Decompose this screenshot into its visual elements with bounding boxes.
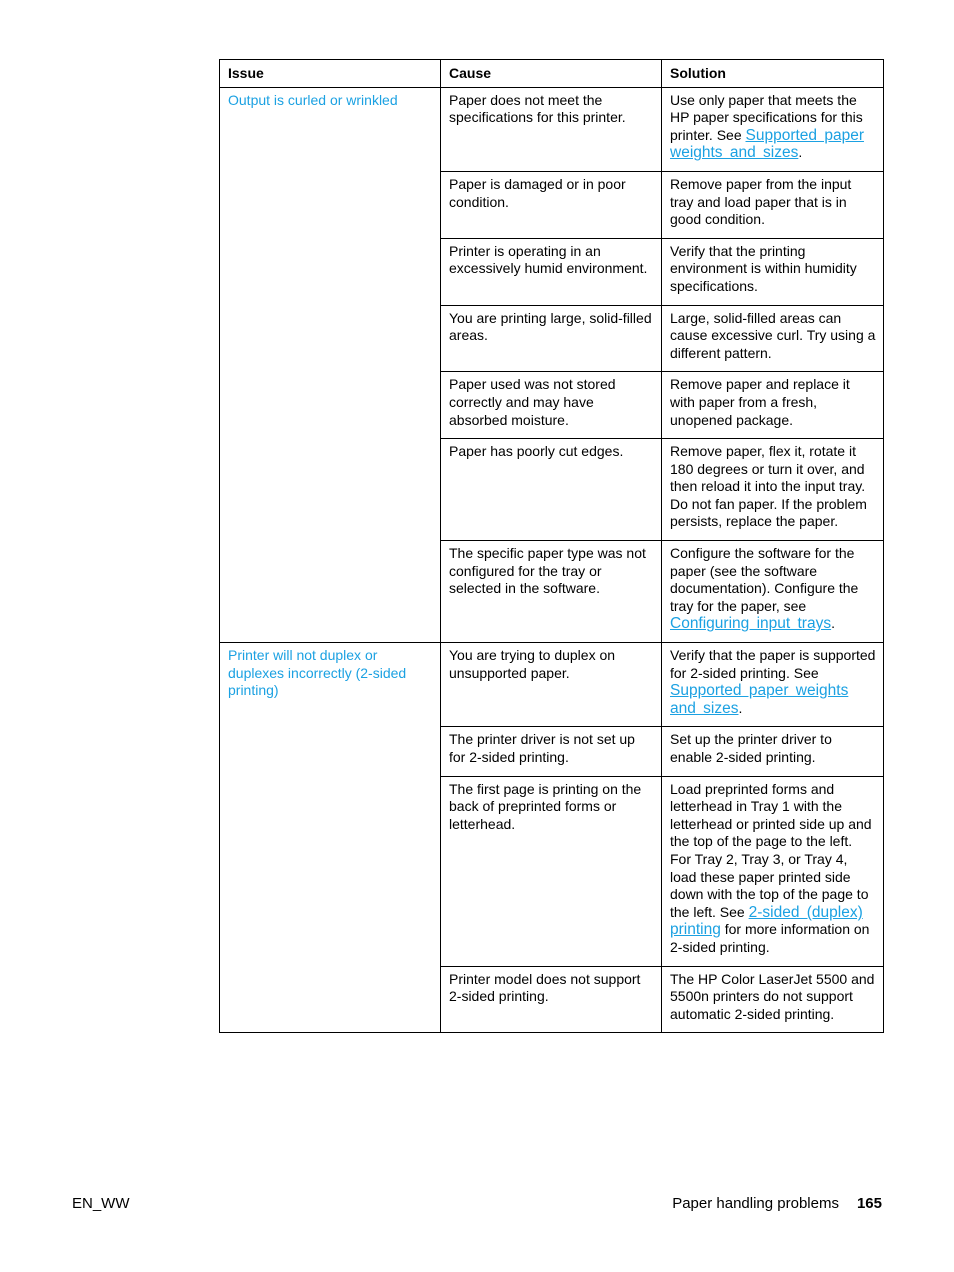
solution-text: Remove paper from the input tray and load paper that is in good condition. [670, 175, 852, 228]
footer-right [672, 1195, 882, 1212]
solution-text: Load preprinted forms and letterhead in Tray 1 with the letterhead or printed side up and the top of the page to the left. For Tray 2, Tray 3, or Tray 4, load these paper printed side down with the top of the page to the left. See [670, 780, 872, 920]
solution-cell [662, 171, 884, 238]
troubleshooting-table [219, 59, 884, 1033]
solution-cell [662, 439, 884, 541]
solution-text: . [738, 699, 743, 716]
cause-cell: Paper is damaged or in poor condition. [441, 171, 662, 238]
cross-reference-link[interactable]: 2-sided (duplex) printing [670, 903, 863, 939]
page-number: 165 [856, 1195, 882, 1212]
cause-cell: Printer model does not support 2-sided printing. [441, 966, 662, 1033]
solution-text: for more information on 2-sided printing. [670, 921, 870, 955]
solution-text: Configure the software for the paper (see the software documentation). Configure the tray for the paper, see [670, 545, 859, 614]
solution-header: Solution [662, 60, 884, 88]
solution-cell [662, 776, 884, 966]
solution-cell [662, 238, 884, 305]
cause-cell: Paper has poorly cut edges. [441, 439, 662, 541]
solution-text: Remove paper and replace it with paper from a fresh, unopened package. [670, 376, 850, 428]
cross-reference-link[interactable]: Configuring input trays [670, 615, 832, 633]
solution-cell [662, 372, 884, 439]
cause-cell: Paper does not meet the specifications for this printer. [441, 87, 662, 171]
solution-text: The HP Color LaserJet 5500 and 5500n printers do not support automatic 2-sided printing. [670, 970, 875, 1022]
table-body [220, 87, 884, 1033]
solution-text: Large, solid-filled areas can cause excessive curl. Try using a different pattern. [670, 309, 876, 361]
solution-cell [662, 305, 884, 372]
solution-text: Set up the printer driver to enable 2-sided printing. [670, 731, 832, 765]
solution-cell [662, 541, 884, 643]
cause-cell: You are trying to duplex on unsupported paper. [441, 643, 662, 727]
solution-cell [662, 87, 884, 171]
table-row [220, 87, 884, 171]
cross-reference-link[interactable]: Supported paper weights and sizes [670, 682, 849, 717]
solution-text: Verify that the printing environment is within humidity specifications. [670, 242, 857, 294]
solution-text: . [831, 615, 835, 632]
solution-text: Remove paper, flex it, rotate it 180 degrees or turn it over, and then reload it into the input tray. Do not fan paper. If the problem persists, replace the paper. [670, 443, 867, 530]
cause-cell: The first page is printing on the back of preprinted forms or letterhead. [441, 776, 662, 966]
solution-text: . [798, 144, 803, 161]
issue-header: Issue [220, 60, 441, 88]
issue-cell[interactable]: Printer will not duplex or duplexes incorrectly (2-sided printing) [220, 643, 441, 1033]
cause-cell: The specific paper type was not configured for the tray or selected in the software. [441, 541, 662, 643]
solution-cell [662, 643, 884, 727]
cross-reference-link[interactable]: Supported paper weights and sizes [670, 126, 864, 162]
solution-text: Verify that the paper is supported for 2-sided printing. See [670, 647, 876, 681]
cause-cell: Paper used was not stored correctly and may have absorbed moisture. [441, 372, 662, 439]
solution-cell [662, 966, 884, 1033]
solution-cell [662, 727, 884, 776]
footer-locale: EN_WW [72, 1195, 130, 1212]
footer-section-title: Paper handling problems [672, 1195, 839, 1212]
cause-header: Cause [441, 60, 662, 88]
table-row [220, 643, 884, 727]
cause-cell: You are printing large, solid-filled areas. [441, 305, 662, 372]
cause-cell: Printer is operating in an excessively humid environment. [441, 238, 662, 305]
header-row [220, 60, 884, 88]
solution-text: Use only paper that meets the HP paper specifications for this printer. See [670, 91, 863, 143]
cause-cell: The printer driver is not set up for 2-sided printing. [441, 727, 662, 776]
issue-cell[interactable]: Output is curled or wrinkled [220, 87, 441, 642]
